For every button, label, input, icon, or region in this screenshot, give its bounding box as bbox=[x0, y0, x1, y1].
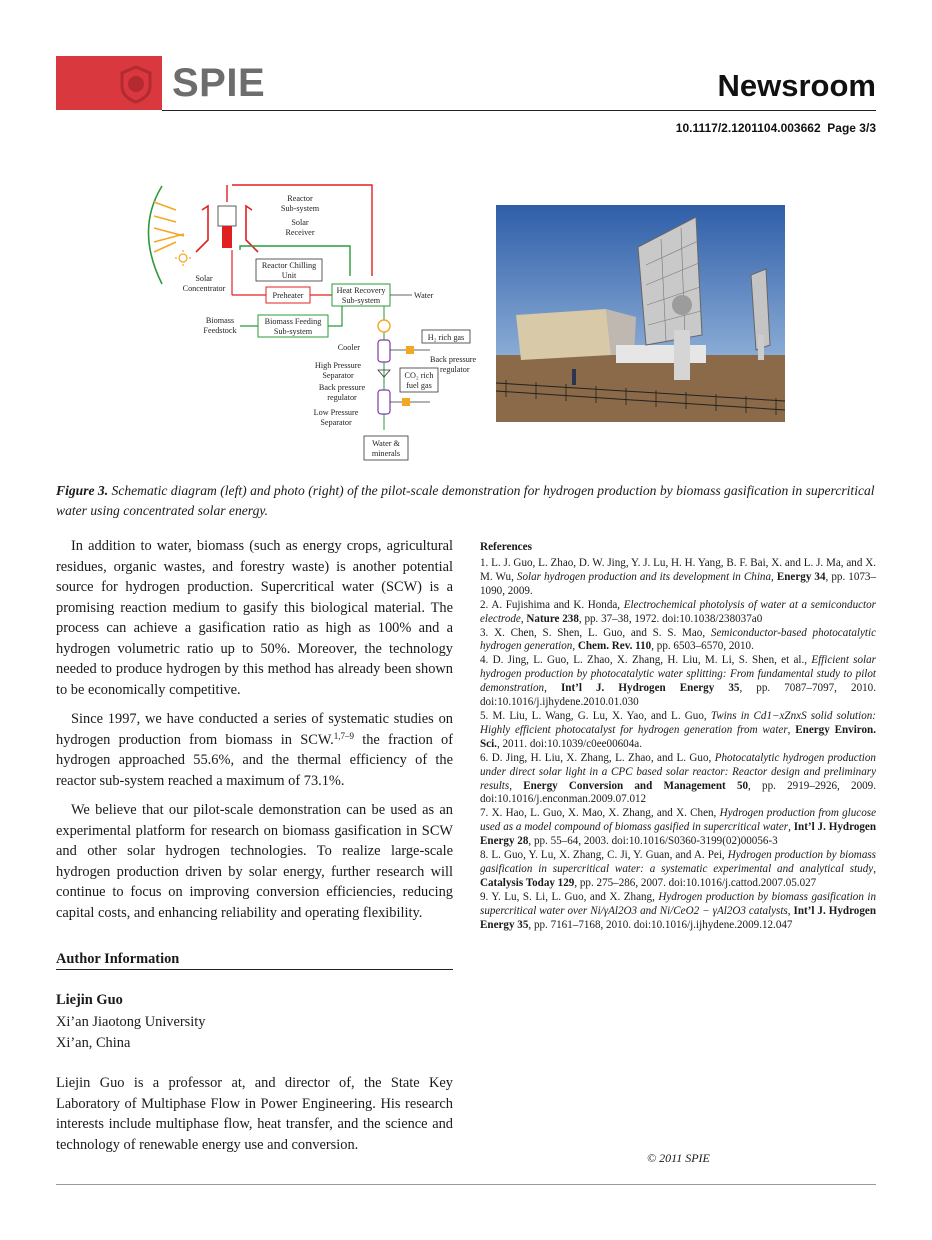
reference-item: 5. M. Liu, L. Wang, G. Lu, X. Yao, and L. Guo, Twins in Cd1−xZnxS solid solution: Highly efficient photocatalyst for hydrogen generation from water, Energy Environ. Sci., 2011. doi:10.1039/c0ee00604a. bbox=[480, 709, 876, 750]
reference-item: 7. X. Hao, L. Guo, X. Mao, X. Zhang, and X. Chen, Hydrogen production from glucose used as a model compound of biomass gasified in supercritical water, Int’l J. Hydrogen Energy 28, pp. 55–64, 2003. doi:10.1016/S0360-3199(02)00056-3 bbox=[480, 807, 877, 848]
pilot-plant-photo bbox=[496, 205, 785, 422]
spie-emblem-icon bbox=[116, 64, 156, 104]
reference-item: 6. D. Jing, H. Liu, X. Zhang, L. Zhao, and L. Guo, Photocatalytic hydrogen production under direct solar light in a CPC based solar reactor: Reactor design and preliminary results, Energy Conversion and Management 50, pp. 2919–2926, 2009. doi:10.1016/j.enconman.2009.07.012 bbox=[480, 751, 877, 806]
svg-text:fuel gas: fuel gas bbox=[406, 381, 432, 390]
references-heading: References bbox=[480, 541, 532, 553]
svg-text:Solar: Solar bbox=[195, 274, 213, 283]
author-info-heading: Author Information bbox=[56, 951, 180, 967]
svg-text:Unit: Unit bbox=[281, 271, 297, 280]
sun-icon bbox=[175, 250, 191, 266]
body-paragraph: Since 1997, we have conducted a series of systematic studies on hydrogen production from biomass in SCW.$^{1,7-9}$ the fraction of hydrogen approached 55.6%, and the thermal efficiency of the reactor sub-system reached a maximum of 73.1%. bbox=[56, 711, 454, 789]
svg-text:Sub-system: Sub-system bbox=[273, 327, 313, 336]
reference-item: 9. Y. Lu, S. Li, L. Guo, and X. Zhang, Hydrogen production by biomass gasification in supercritical water over Ni/γAl2O3 and Ni/CeO2 − γAl2O3 catalysts, Int’l J. Hydrogen Energy 35, pp. 7161–7168, 2010. doi:10.1016/j.ijhydene.2009.12.047 bbox=[480, 890, 877, 931]
svg-text:Biomass: Biomass bbox=[205, 316, 235, 325]
svg-text:High Pressure: High Pressure bbox=[314, 361, 362, 370]
footer-divider bbox=[56, 1184, 876, 1185]
svg-text:Heat Recovery: Heat Recovery bbox=[336, 286, 386, 295]
svg-text:CO₂ rich: CO₂ rich bbox=[404, 371, 434, 380]
references-list bbox=[480, 557, 876, 932]
caption-text: Schematic diagram (left) and photo (right) of the pilot-scale demonstration for hydrogen production by biomass gasification in supercritical water using concentrated solar energy. bbox=[56, 483, 875, 518]
article-body bbox=[56, 536, 453, 932]
svg-text:regulator: regulator bbox=[327, 393, 357, 402]
svg-text:Feedstock: Feedstock bbox=[203, 326, 237, 335]
reference-item: 1. L. J. Guo, L. Zhao, D. W. Jing, Y. J. Lu, H. H. Yang, B. F. Bai, X. and L. J. Ma, and X. M. Wu, Solar hydrogen production and its development in China, Energy 34, pp. 1073–1090, 2009. bbox=[480, 557, 877, 597]
figure-label: Figure 3. bbox=[56, 483, 109, 498]
svg-text:Receiver: Receiver bbox=[285, 228, 315, 237]
copyright-notice: © 2011 SPIE bbox=[647, 1151, 710, 1165]
author-divider bbox=[56, 969, 453, 970]
svg-text:Back pressure: Back pressure bbox=[318, 383, 366, 392]
reference-item: 8. L. Guo, Y. Lu, X. Zhang, C. Ji, Y. Guan, and A. Pei, Hydrogen production by biomass gasification in supercritical water: a systematic experimental and analytical study, Catalysis Today 129, pp. 275–286, 2007. doi:10.1016/j.cattod.2007.05.027 bbox=[480, 849, 876, 889]
header-divider bbox=[162, 110, 876, 111]
svg-text:H₂ rich gas: H₂ rich gas bbox=[427, 333, 465, 342]
citation-superscript: 1,7–9 bbox=[333, 730, 354, 741]
svg-text:Water: Water bbox=[414, 291, 434, 300]
svg-text:Biomass Feeding: Biomass Feeding bbox=[264, 317, 322, 326]
author-institution: Xi’an Jiaotong University bbox=[56, 1014, 206, 1030]
svg-text:minerals: minerals bbox=[371, 449, 401, 458]
svg-text:Reactor: Reactor bbox=[287, 194, 313, 203]
reference-item: 3. X. Chen, S. Shen, L. Guo, and S. S. Mao, Semiconductor-based photocatalytic hydrogen generation, Chem. Rev. 110, pp. 6503–6570, 2010. bbox=[480, 626, 877, 653]
brand-name: SPIE bbox=[172, 61, 266, 105]
svg-text:Concentrator: Concentrator bbox=[182, 284, 226, 293]
svg-text:Separator: Separator bbox=[320, 418, 352, 427]
svg-text:Solar: Solar bbox=[291, 218, 309, 227]
section-title: Newsroom bbox=[717, 68, 876, 103]
svg-text:Reactor Chilling: Reactor Chilling bbox=[261, 261, 317, 270]
svg-text:Water &: Water & bbox=[372, 439, 400, 448]
body-paragraph: We believe that our pilot-scale demonstration can be used as an experimental platform for research on biomass gasification in SCW and other solar hydrogen technologies. To realize large-scale hydrogen production driven by solar energy, further research will continue to focus on improving conversion efficiencies, reducing capital costs, and enhancing reliability and operating flexibility. bbox=[56, 802, 453, 921]
reference-item: 2. A. Fujishima and K. Honda, Electrochemical photolysis of water at a semiconductor electrode, Nature 238, pp. 37–38, 1972. doi:10.1038/238037a0 bbox=[480, 598, 877, 625]
svg-text:Sub-system: Sub-system bbox=[341, 296, 381, 305]
svg-text:Sub-system: Sub-system bbox=[280, 204, 320, 213]
author-location: Xi’an, China bbox=[56, 1034, 131, 1051]
author-bio: Liejin Guo is a professor at, and director of, the State Key Laboratory of Multiphase Flow in Power Engineering. His research interests include multiphase flow, heat transfer, and the science and technology of renewable energy use and conversion. bbox=[56, 1075, 453, 1153]
author-name: Liejin Guo bbox=[56, 992, 123, 1008]
reference-item: 4. D. Jing, L. Guo, L. Zhao, X. Zhang, H. Liu, M. Li, S. Shen, et al., Efficient solar hydrogen production by photocatalytic water splitting: From fundamental study to pilot demonstration, Int’l J. Hydrogen Energy 35, pp. 7087–7097, 2010. doi:10.1016/j.ijhydene.2010.01.030 bbox=[480, 654, 877, 709]
doi-page-line: 10.1117/2.1201104.003662 Page 3/3 bbox=[675, 121, 876, 135]
author-affiliation bbox=[56, 1012, 205, 1053]
body-paragraph: In addition to water, biomass (such as energy crops, agricultural residues, organic wastes, and forestry waste) is another potential source for hydrogen production. Supercritical water (SCW) is a promising reaction medium to gasify this biological material. The process can achieve a gasification ratio as high as 100% and a hydrogen volumetric ratio up to 50%. Moreover, the technology needed to produce hydrogen by this method has already been shown to be economically competitive. bbox=[56, 538, 453, 698]
svg-text:Back pressure: Back pressure bbox=[430, 355, 477, 364]
figure-caption bbox=[56, 481, 876, 521]
svg-text:Cooler: Cooler bbox=[337, 343, 360, 352]
svg-text:Preheater: Preheater bbox=[272, 291, 304, 300]
svg-text:Low Pressure: Low Pressure bbox=[313, 408, 359, 417]
svg-text:Separator: Separator bbox=[322, 371, 354, 380]
svg-text:regulator: regulator bbox=[440, 365, 470, 374]
schematic-diagram bbox=[140, 180, 490, 465]
